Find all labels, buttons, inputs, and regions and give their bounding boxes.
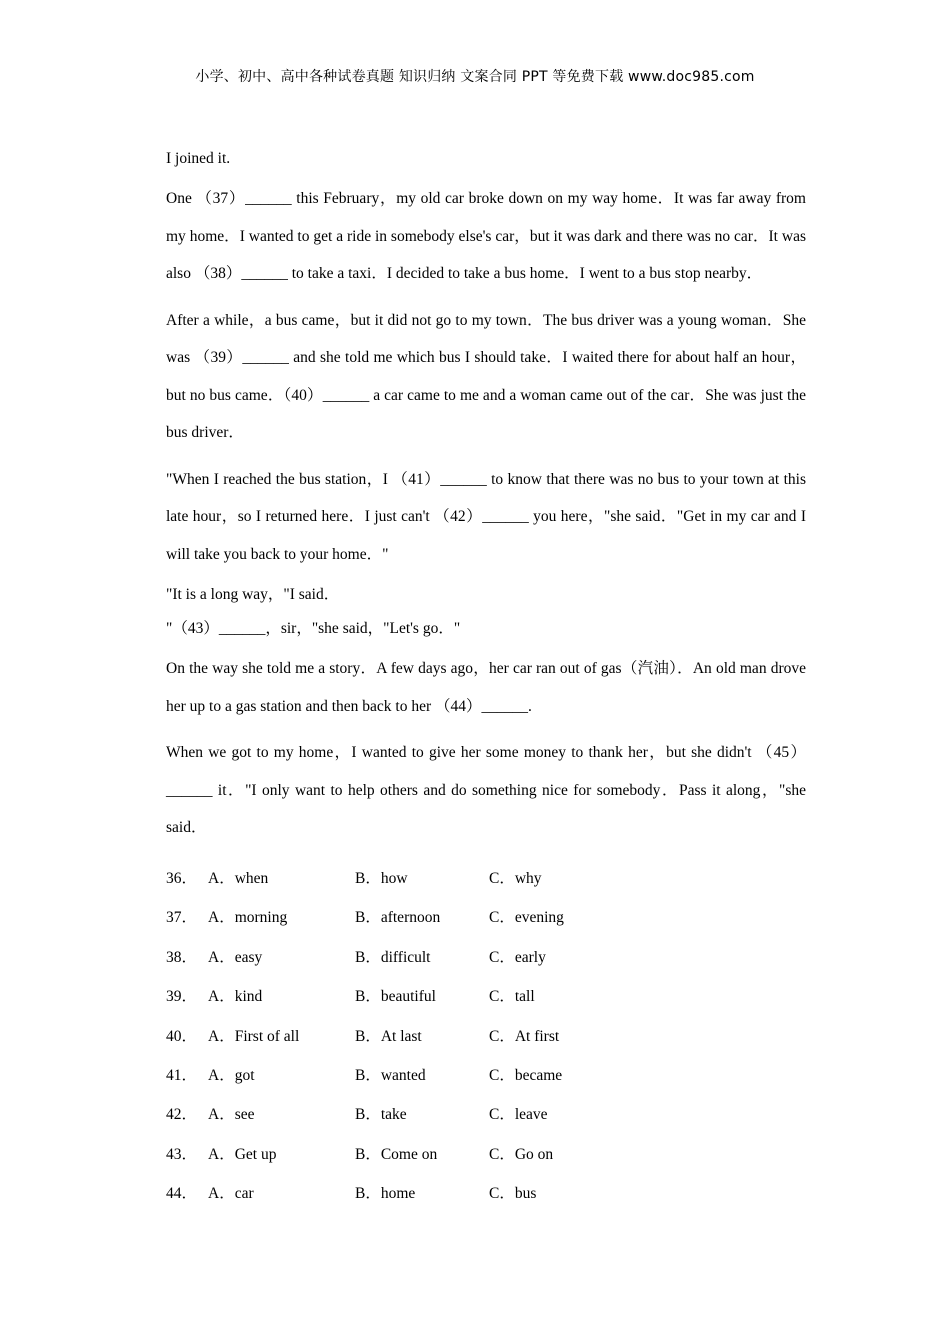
option-c: C．At first (489, 1027, 560, 1045)
option-b: B．home (355, 1185, 416, 1203)
option-b: B．take (355, 1106, 407, 1124)
option-row (166, 1142, 806, 1181)
option-b: B．At last (355, 1027, 422, 1045)
question-number: 40． (166, 1027, 198, 1045)
option-b: B．wanted (355, 1066, 426, 1084)
option-row (166, 1102, 806, 1141)
option-row (166, 945, 806, 984)
passage-paragraph: After a while，a bus came，but it did not go to my town．The bus driver was a young woman．She was （39）______ and she told me which bus I should take．I waited there for about half an hour，but no bus came．（40）______ a car came to me and a woman came out of the car．She was just the bus driver． (166, 311, 806, 441)
answer-options (166, 866, 806, 1221)
passage-paragraph: I joined it. (166, 150, 231, 167)
passage-paragraph: When we got to my home，I wanted to give her some money to thank her，but she didn't （45）______ it．"I only want to help others and do something nice for somebody．Pass it along，"she said． (166, 744, 806, 836)
option-b: B．difficult (355, 948, 431, 966)
option-a: A．car (208, 1185, 254, 1203)
passage-paragraph: "When I reached the bus station，I （41）______ to know that there was no bus to your town at this late hour，so I returned here．I just can't （42）______ you here，"she said．"Get in my car and I will take you back to your home．" (166, 470, 806, 563)
option-row (166, 1063, 806, 1102)
page-header: 小学、初中、高中各种试卷真题 知识归纳 文案合同 PPT 等免费下载 www.doc985.com (195, 69, 755, 85)
option-row (166, 1181, 806, 1220)
option-a: A．easy (208, 948, 263, 966)
option-a: A．got (208, 1066, 255, 1084)
question-number: 41． (166, 1066, 198, 1084)
passage-paragraph: On the way she told me a story．A few days ago，her car ran out of gas（汽油）．An old man drove her up to a gas station and then back to her （44）______. (166, 660, 806, 715)
question-number: 38． (166, 948, 198, 966)
option-a: A．when (208, 870, 269, 887)
option-a: A．kind (208, 988, 263, 1006)
option-c: C．why (489, 870, 542, 887)
option-a: A．First of all (208, 1027, 300, 1045)
option-c: C．Go on (489, 1145, 554, 1163)
option-a: A．see (208, 1106, 255, 1124)
option-c: C．bus (489, 1185, 537, 1203)
option-b: B．how (355, 870, 408, 887)
option-row (166, 866, 806, 905)
question-number: 37． (166, 909, 198, 927)
option-b: B．Come on (355, 1145, 438, 1163)
question-number: 39． (166, 988, 198, 1006)
option-c: C．tall (489, 988, 535, 1006)
option-c: C．leave (489, 1106, 548, 1124)
passage-paragraph: "（43）______，sir，"she said，"Let's go．" (166, 620, 461, 637)
option-c: C．evening (489, 909, 564, 927)
passage-paragraph: "It is a long way，"I said． (166, 586, 340, 603)
reading-passage (166, 146, 806, 856)
option-row (166, 984, 806, 1023)
question-number: 44． (166, 1185, 198, 1203)
option-c: C．became (489, 1066, 563, 1084)
question-number: 43． (166, 1145, 198, 1163)
option-a: A．morning (208, 909, 288, 927)
question-number: 42． (166, 1106, 198, 1124)
option-b: B．beautiful (355, 988, 436, 1006)
option-b: B．afternoon (355, 909, 441, 927)
option-c: C．early (489, 948, 546, 966)
option-row (166, 905, 806, 944)
option-a: A．Get up (208, 1145, 277, 1163)
option-row (166, 1024, 806, 1063)
passage-paragraph: One （37）______ this February，my old car broke down on my way home．It was far away from my home．I wanted to get a ride in somebody else's car，but it was dark and there was no car．It was also （38）______ to take a taxi．I decided to take a bus home．I went to a bus stop nearby． (166, 190, 806, 282)
question-number: 36． (166, 870, 198, 887)
